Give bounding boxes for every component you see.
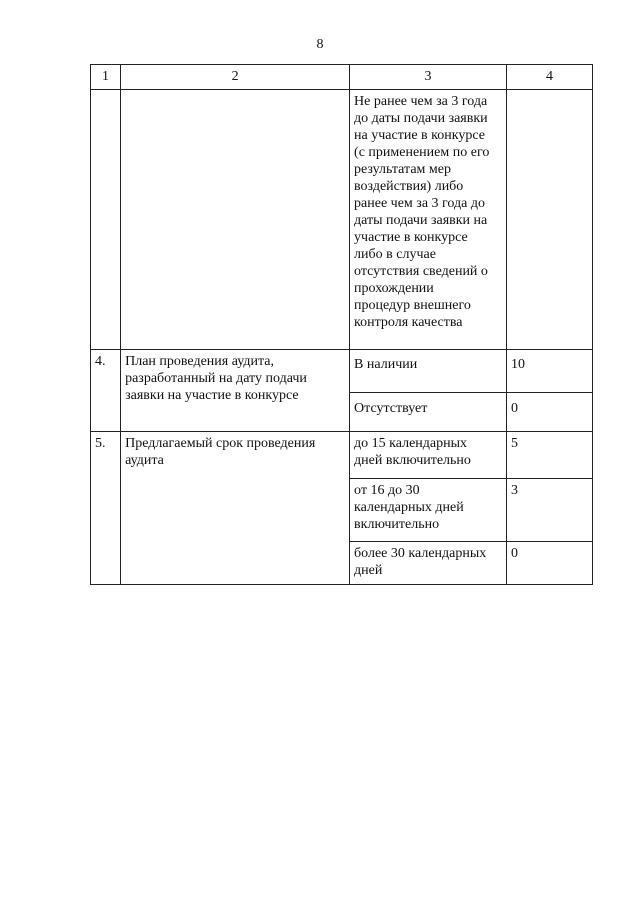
- row5-option-1-score: 5: [506, 432, 592, 479]
- row5-option-3-value: более 30 календарных дней: [350, 542, 507, 585]
- table-row-4-option-1: [91, 350, 593, 393]
- continuation-value-text: Не ранее чем за 3 года до даты подачи заявки на участие в конкурсе (с применением по его результатам мер воздействия) либо ранее чем за 3 года до даты подачи заявки на участие в конкурсе либо в случае отсутствия сведений о прохождении процедур внешнего контроля качества: [354, 94, 490, 330]
- row4-option-2-score: 0: [506, 393, 592, 432]
- row5-option-3-score: 0: [506, 542, 592, 585]
- row4-number: 4.: [91, 350, 121, 432]
- row5-option-1-value: до 15 календарных дней включительно: [350, 432, 507, 479]
- header-cell-4: 4: [506, 65, 592, 90]
- continuation-value-cell: [350, 90, 507, 350]
- table-row-continuation: [91, 90, 593, 350]
- header-cell-1: 1: [91, 65, 121, 90]
- row5-option-2-score: 3: [506, 479, 592, 542]
- row4-option-2-value: Отсутствует: [350, 393, 507, 432]
- row5-number: 5.: [91, 432, 121, 585]
- table-row-5-option-1: [91, 432, 593, 479]
- row4-option-1-value: В наличии: [350, 350, 507, 393]
- header-cell-2: 2: [121, 65, 350, 90]
- continuation-score-cell: [506, 90, 592, 350]
- criteria-table: [90, 64, 593, 585]
- continuation-criterion-cell: [121, 90, 350, 350]
- row4-criterion-cell: [121, 350, 350, 432]
- row4-criterion-text: План проведения аудита, разработанный на дату подачи заявки на участие в конкурсе: [125, 354, 307, 403]
- table-header-row: [91, 65, 593, 90]
- page-number: 8: [316, 37, 324, 52]
- row4-option-1-score: 10: [506, 350, 592, 393]
- row5-criterion-cell: [121, 432, 350, 585]
- continuation-number-cell: [91, 90, 121, 350]
- row5-option-2-value: от 16 до 30 календарных дней включительно: [350, 479, 507, 542]
- row5-criterion-text: Предлагаемый срок проведения аудита: [125, 436, 316, 468]
- header-cell-3: 3: [350, 65, 507, 90]
